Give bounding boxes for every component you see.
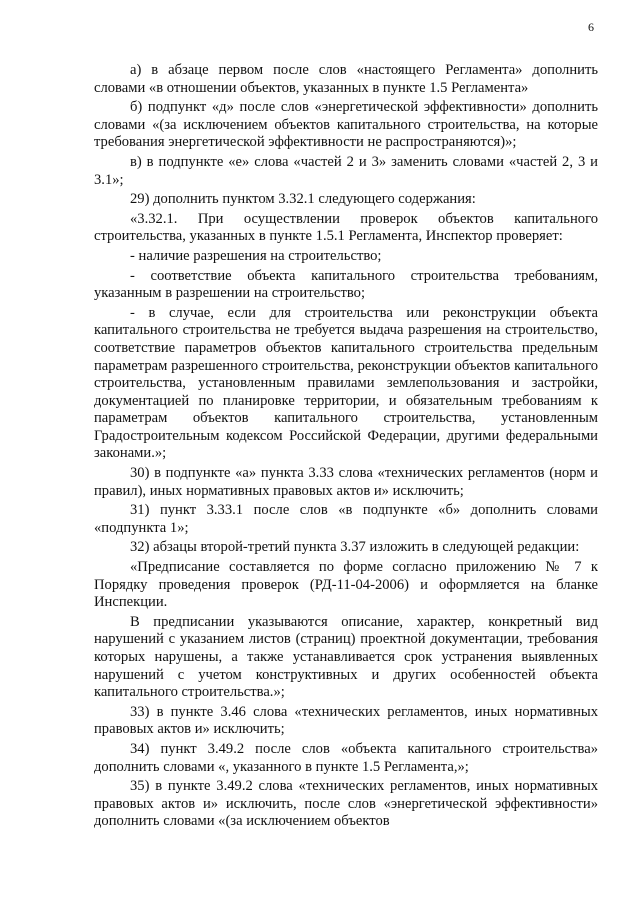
document-body — [94, 62, 598, 833]
paragraph: 35) в пункте 3.49.2 слова «технических регламентов, иных нормативных правовых актов и» исключить, после слов «энергетической эффективности» дополнить словами «(за исключением объектов — [94, 778, 598, 830]
paragraph: а) в абзаце первом после слов «настоящего Регламента» дополнить словами «в отношении объектов, указанных в пункте 1.5 Регламента» — [94, 62, 598, 96]
paragraph: 29) дополнить пунктом 3.32.1 следующего содержания: — [130, 191, 476, 208]
paragraph: - наличие разрешения на строительство; — [130, 247, 382, 264]
paragraph: б) подпункт «д» после слов «энергетической эффективности» дополнить словами «(за исключением объектов капитального строительства, на которые требования энергетической эффективности не распространяются)»; — [94, 99, 598, 151]
page-number: 6 — [588, 20, 594, 34]
paragraph: в) в подпункте «е» слова «частей 2 и 3» заменить словами «частей 2, 3 и 3.1»; — [94, 153, 598, 188]
paragraph: 31) пункт 3.33.1 после слов «в подпункте «б» дополнить словами «подпункта 1»; — [94, 502, 598, 536]
paragraph: 30) в подпункте «а» пункта 3.33 слова «технических регламентов (норм и правил), иных нормативных правовых актов и» исключить; — [94, 465, 598, 499]
paragraph: - соответствие объекта капитального строительства требованиям, указанным в разрешении на строительство; — [94, 267, 598, 302]
paragraph: 33) в пункте 3.46 слова «технических регламентов, иных нормативных правовых актов и» исключить; — [94, 703, 598, 738]
paragraph: В предписании указываются описание, характер, конкретный вид нарушений с указанием листов (страниц) проектной документации, требования которых нарушены, а также устанавливается срок устранения выявленных нарушений с учетом конструктивных и других особенностей объекта капитального строительства.»; — [94, 613, 598, 701]
paragraph: 34) пункт 3.49.2 после слов «объекта капитального строительства» дополнить словами «, указанного в пункте 1.5 Регламента,»; — [94, 740, 598, 775]
paragraph: - в случае, если для строительства или реконструкции объекта капитального строительства не требуется выдача разрешения на строительство, соответствие параметров объектов капитального строительства предельным параметрам разрешенного строительства, реконструкции объектов капитального строительства, установленным правилами землепользования и застройки, документацией по планировке территории, и обязательным требованиям к параметрам объектов капитального строительства, установленным Градостроительным кодексом Российской Федерации, другими федеральными законами.»; — [94, 304, 598, 462]
paragraph: 32) абзацы второй-третий пункта 3.37 изложить в следующей редакции: — [130, 539, 580, 556]
paragraph: «3.32.1. При осуществлении проверок объектов капитального строительства, указанных в пункте 1.5.1 Регламента, Инспектор проверяет: — [94, 210, 598, 245]
paragraph: «Предписание составляется по форме согласно приложению № 7 к Порядку проведения проверок (РД-11-04-2006) и оформляется на бланке Инспекции. — [94, 559, 598, 611]
